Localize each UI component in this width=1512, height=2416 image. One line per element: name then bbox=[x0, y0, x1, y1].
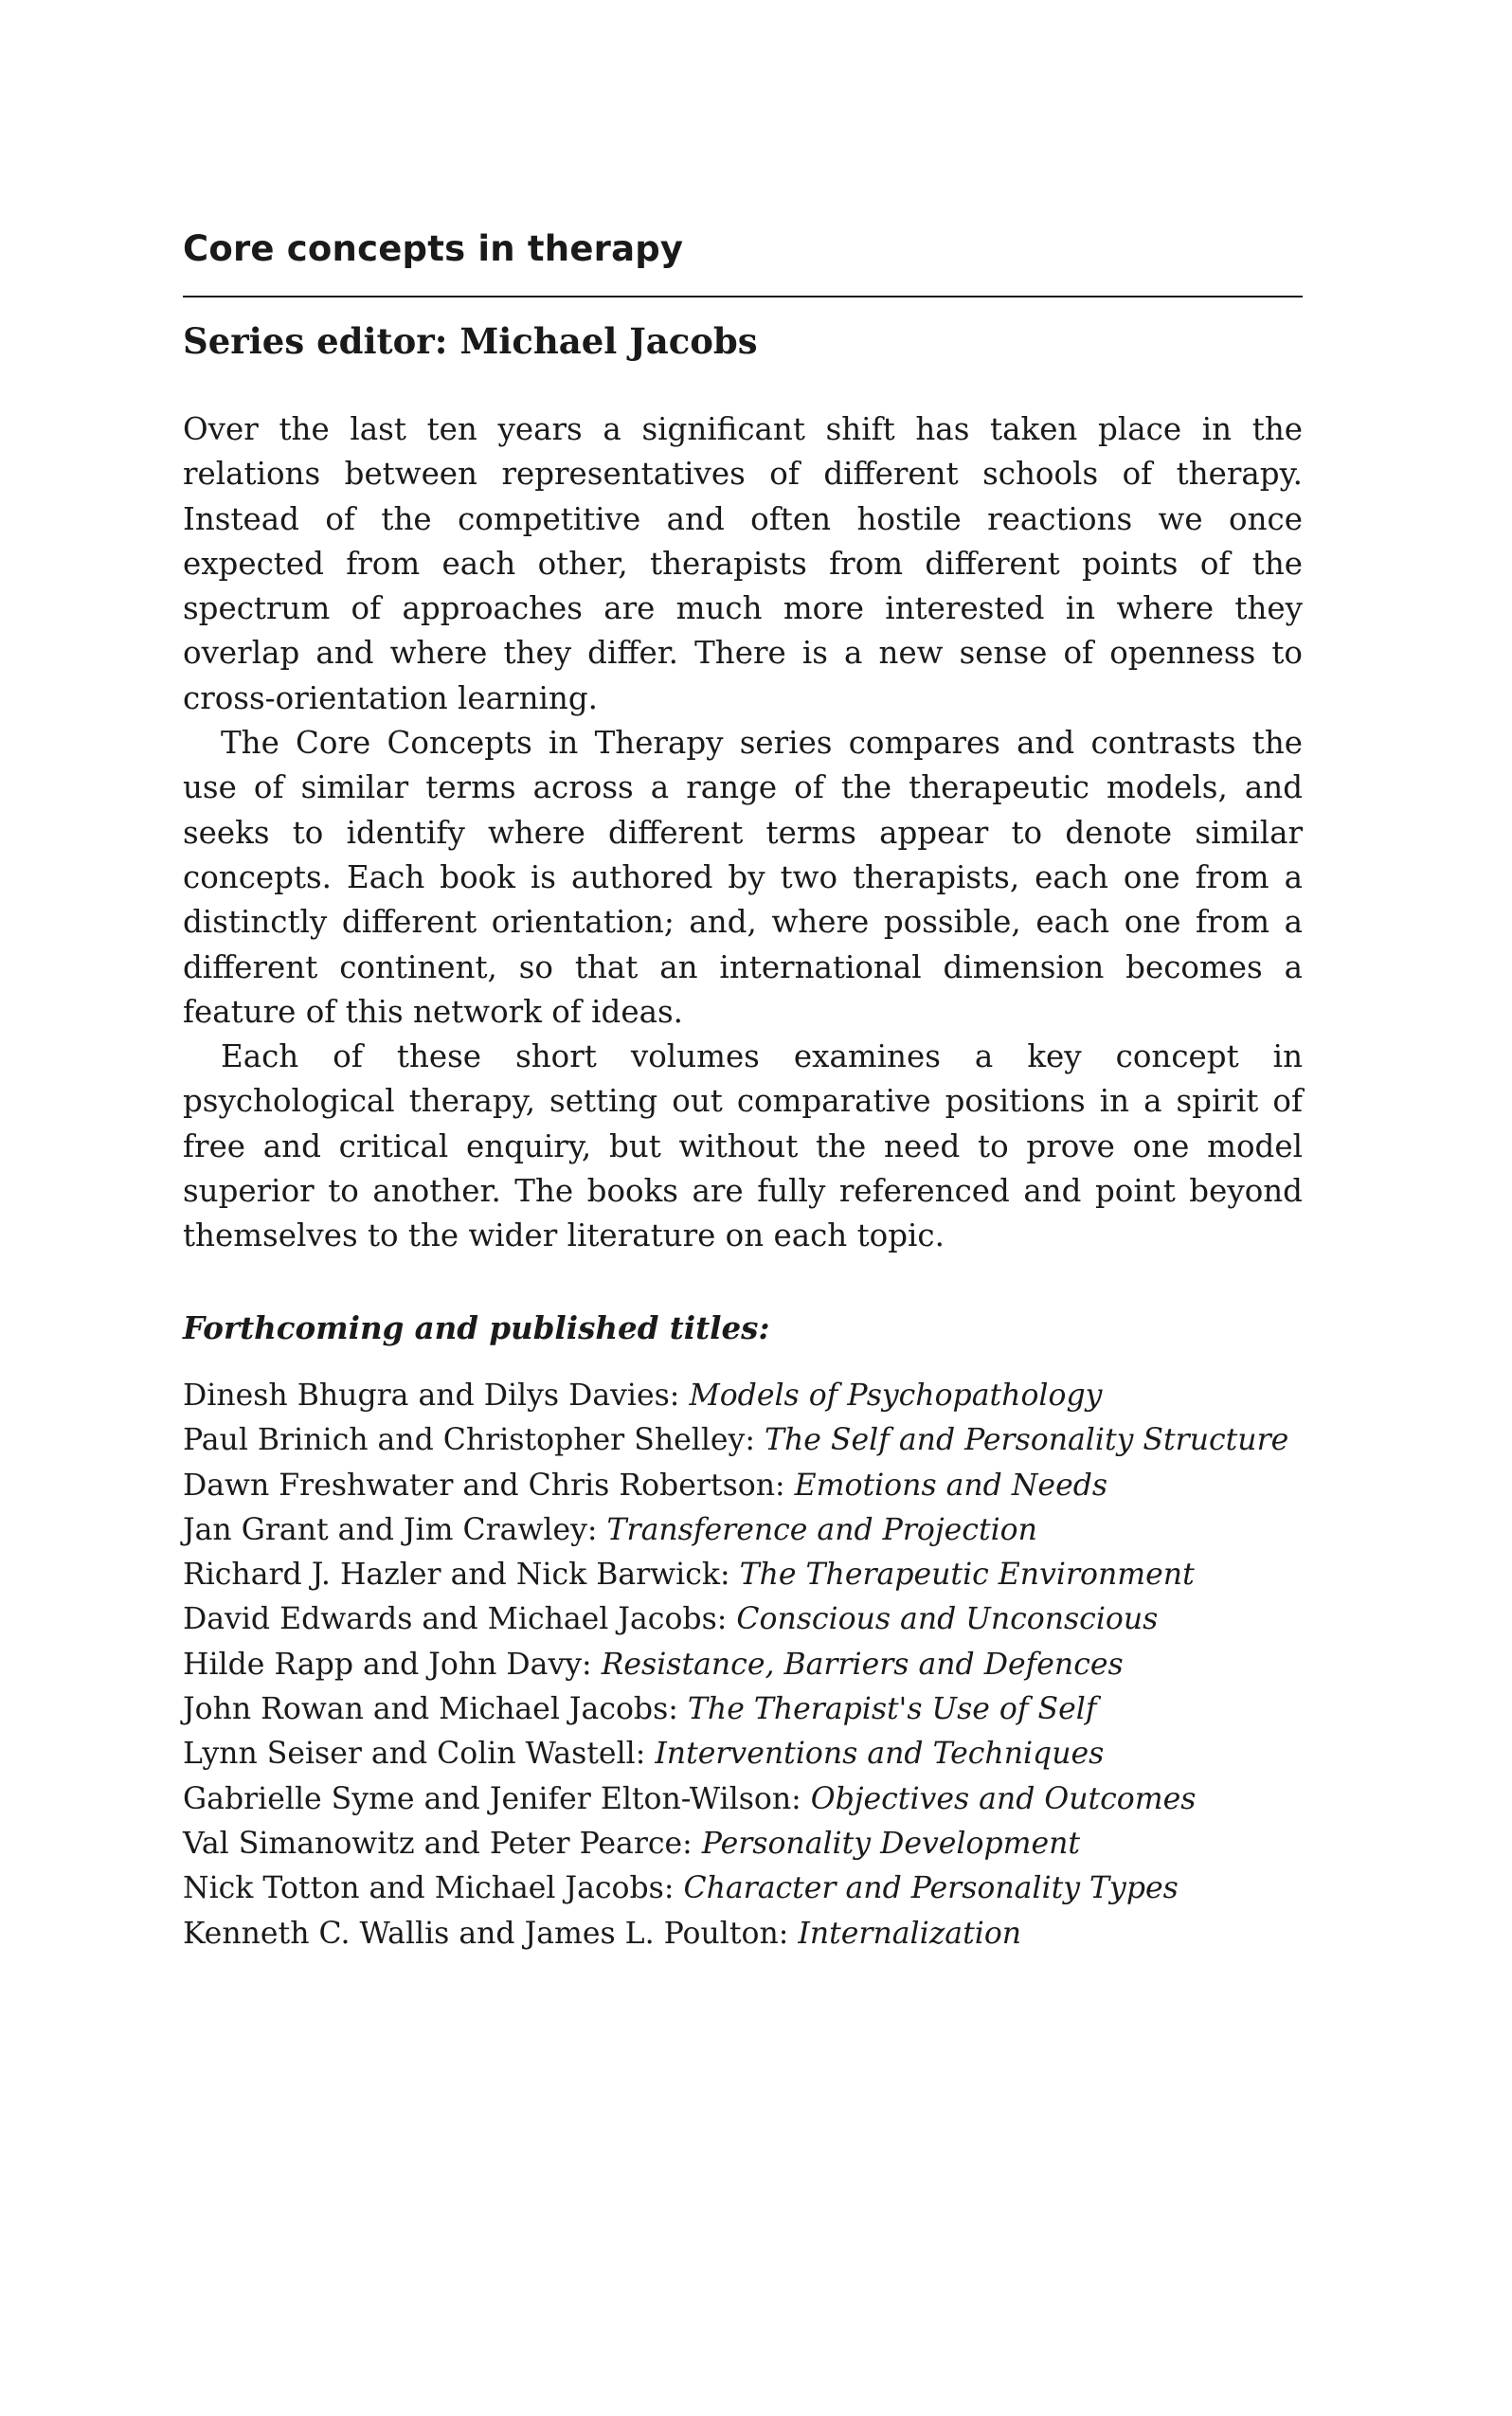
title-authors: Nick Totton and Michael Jacobs: bbox=[183, 1871, 684, 1906]
book-title: Personality Development bbox=[701, 1826, 1081, 1861]
list-item bbox=[183, 1822, 1358, 1866]
list-item bbox=[183, 1643, 1358, 1687]
list-item bbox=[183, 1464, 1358, 1508]
list-item bbox=[183, 1912, 1358, 1956]
list-item bbox=[183, 1687, 1358, 1732]
book-title: Objectives and Outcomes bbox=[810, 1781, 1197, 1816]
list-item bbox=[183, 1553, 1358, 1597]
titles-heading: Forthcoming and published titles: bbox=[183, 1309, 770, 1346]
list-item bbox=[183, 1508, 1358, 1553]
book-title: Models of Psychopathology bbox=[689, 1379, 1103, 1413]
title-authors: Val Simanowitz and Peter Pearce: bbox=[183, 1826, 702, 1861]
title-authors: Richard J. Hazler and Nick Barwick: bbox=[183, 1558, 740, 1593]
series-title: Core concepts in therapy bbox=[183, 228, 684, 269]
list-item bbox=[183, 1866, 1358, 1911]
list-item bbox=[183, 1597, 1358, 1642]
title-authors: John Rowan and Michael Jacobs: bbox=[183, 1692, 688, 1727]
list-item bbox=[183, 1418, 1358, 1463]
book-title: Emotions and Needs bbox=[794, 1468, 1108, 1503]
titles-list bbox=[183, 1374, 1358, 1956]
intro-paragraph: The Core Concepts in Therapy series compares and contrasts the use of similar terms across a range of the therapeutic models, and seeks to identify where different terms appear to denote similar concepts. Each book is authored by two therapists, each one from a distinctly different orientation; and, where possible, each one from a different continent, so that an international dimension becomes a feature of this network of ideas. bbox=[183, 725, 1303, 1030]
title-authors: Dawn Freshwater and Chris Robertson: bbox=[183, 1468, 795, 1503]
book-title: The Therapeutic Environment bbox=[739, 1558, 1195, 1593]
book-title: Interventions and Techniques bbox=[655, 1737, 1105, 1772]
list-item bbox=[183, 1732, 1358, 1776]
intro-paragraph: Over the last ten years a significant shift has taken place in the relations between representatives of different schools of therapy. Instead of the competitive and often hostile reactions we once expected from each other, therapists from different points of the spectrum of approaches are much more interested in where they overlap and where they differ. There is a new sense of openness to cross-orientation learning. bbox=[183, 411, 1303, 716]
book-title: Resistance, Barriers and Defences bbox=[601, 1647, 1124, 1682]
book-title: The Self and Personality Structure bbox=[764, 1423, 1289, 1458]
book-title: Conscious and Unconscious bbox=[736, 1602, 1159, 1637]
title-authors: Paul Brinich and Christopher Shelley: bbox=[183, 1423, 765, 1458]
intro-paragraph: Each of these short volumes examines a key concept in psychological therapy, setting out comparative positions in a spirit of free and critical enquiry, but without the need to prove one model superior to another. The books are fully referenced and point beyond themselves to the wider literature on each topic. bbox=[183, 1038, 1303, 1254]
list-item bbox=[183, 1374, 1358, 1418]
book-title: Internalization bbox=[798, 1916, 1022, 1951]
title-authors: David Edwards and Michael Jacobs: bbox=[183, 1602, 737, 1637]
book-title: Transference and Projection bbox=[606, 1512, 1037, 1547]
title-authors: Dinesh Bhugra and Dilys Davies: bbox=[183, 1379, 690, 1413]
book-title: Character and Personality Types bbox=[683, 1871, 1179, 1906]
title-authors: Gabrielle Syme and Jenifer Elton-Wilson: bbox=[183, 1781, 811, 1816]
book-title: The Therapist's Use of Self bbox=[687, 1692, 1097, 1727]
title-authors: Jan Grant and Jim Crawley: bbox=[183, 1512, 607, 1547]
title-authors: Lynn Seiser and Colin Wastell: bbox=[183, 1737, 656, 1772]
title-authors: Kenneth C. Wallis and James L. Poulton: bbox=[183, 1916, 799, 1951]
series-description bbox=[183, 407, 1303, 1259]
heading-divider bbox=[183, 296, 1303, 297]
series-editor: Series editor: Michael Jacobs bbox=[183, 320, 758, 362]
list-item bbox=[183, 1777, 1358, 1822]
title-authors: Hilde Rapp and John Davy: bbox=[183, 1647, 602, 1682]
